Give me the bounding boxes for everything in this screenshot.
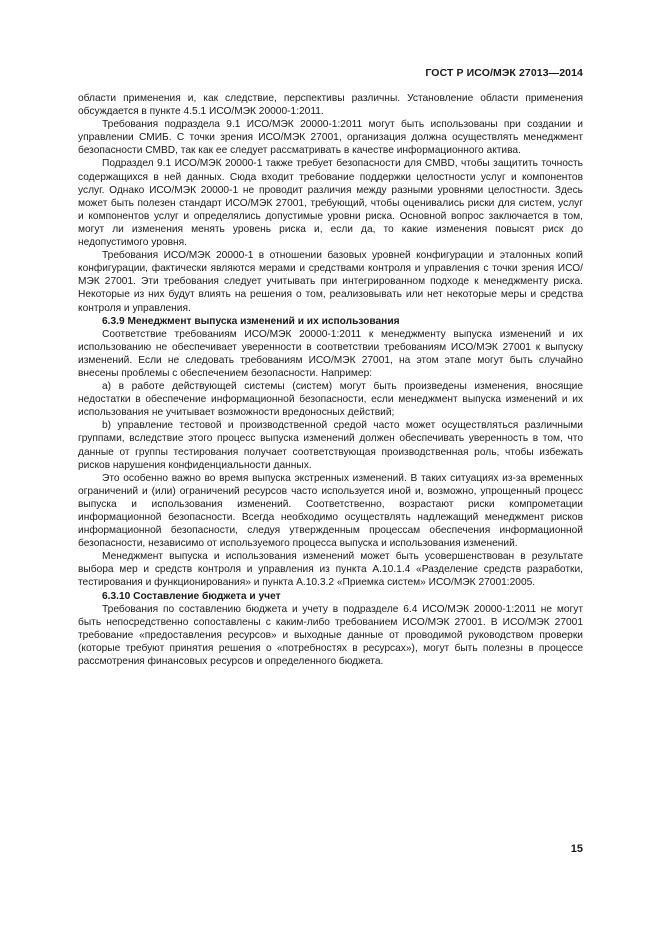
paragraph: Менеджмент выпуска и использования изменений может быть усовершенствован в результате выбора мер и средств контроля и управления из пункта А.10.1.4 «Разделение средств разработки, тестирования и функционирования» и пункта А.10.3.2 «Приемка систем» ИСО/МЭК 27001:2005. <box>78 551 583 589</box>
list-item: b) управление тестовой и производственной средой часто может осуществляться различными группами, вследствие этого процесс выпуска изменений должен обеспечивать уверенность в том, что данные от группы тестирования получает соответствующая производственная роль, чтобы избежать рисков нарушения конфиденциальности данных. <box>78 420 583 471</box>
paragraph: области применения и, как следствие, перспективы различны. Установление области применения обсуждается в пункте 4.5.1 ИСО/МЭК 20000-1:2011. <box>78 93 583 118</box>
paragraph: Требования подраздела 9.1 ИСО/МЭК 20000-1:2011 могут быть использованы при создании и управлении СМИБ. С точки зрения ИСО/МЭК 27001, организация должна осуществлять менеджмент безопасности СМВD, так как ее следует рассматривать в качестве информационного актива. <box>78 119 583 157</box>
paragraph: Требования ИСО/МЭК 20000-1 в отношении базовых уровней конфигурации и эталонных копий конфигурации, фактически являются мерами и средствами контроля и управления с точки зрения ИСО/МЭК 27001. Эти требования следует учитывать при интегрированном подходе к менеджменту риска. Некоторые из них будут влиять на решения о том, реализовывать или нет некоторые меры и средства контроля и управления. <box>78 250 583 314</box>
section-heading: 6.3.9 Менеджмент выпуска изменений и их использования <box>102 315 400 327</box>
document-body <box>78 92 583 668</box>
paragraph: Подраздел 9.1 ИСО/МЭК 20000-1 также требует безопасности для СМВD, чтобы защитить точность содержащихся в ней данных. Сюда входит требование поддержки целостности услуг и компонентов услуг. Однако ИСО/МЭК 20000-1 не проводит различия между разными уровнями целостности. Здесь может быть полезен стандарт ИСО/МЭК 27001, требующий, чтобы оценивались риски для систем, услуг и компонентов услуг и определялись допустимые уровни риска. Основной вопрос заключается в том, могут ли изменения менять уровень риска и, если да, то какие изменения повысят риск до недопустимого уровня. <box>78 158 583 249</box>
list-item: а) в работе действующей системы (систем) могут быть произведены изменения, вносящие недостатки в обеспечение информационной безопасности, если менеджмент выпуска изменений и их использования не учитывает возможности вредоносных действий; <box>78 381 583 419</box>
paragraph: Требования по составлению бюджета и учету в подразделе 6.4 ИСО/МЭК 20000-1:2011 не могут быть непосредственно сопоставлены с каким-либо требованием ИСО/МЭК 27001. В ИСО/МЭК 27001 требование «предоставления ресурсов» и выходные данные от проводимой руководством проверки (которые требуют принятия решения о «потребностях в ресурсах»), могут быть полезны в процессе рассмотрения финансовых ресурсов и определенного бюджета. <box>78 603 583 668</box>
paragraph: Соответствие требованиям ИСО/МЭК 20000-1:2011 к менеджменту выпуска изменений и их использованию не обеспечивает уверенности в соответствии требованиям ИСО/МЭК 27001 к выпуску изменений. Если не следовать требованиям ИСО/МЭК 27001, на этом этапе могут быть случайно внесены проблемы с обеспечением безопасности. Например: <box>78 328 583 379</box>
document-header: ГОСТ Р ИСО/МЭК 27013—2014 <box>425 67 583 79</box>
section-heading: 6.3.10 Составление бюджета и учет <box>102 590 281 602</box>
paragraph: Это особенно важно во время выпуска экстренных изменений. В таких ситуациях из-за временных ограничений и (или) ограничений ресурсов часто используется иной и, возможно, упрощенный процесс выпуска и использования изменений. Соответственно, возрастают риски компрометации информационной безопасности. Всегда необходимо осуществлять надлежащий менеджмент рисков информационной безопасности, следуя утвержденным процессам обеспечения информационной безопасности, независимо от используемого процесса выпуска и использования изменений. <box>78 472 583 550</box>
page-number: 15 <box>570 843 583 855</box>
